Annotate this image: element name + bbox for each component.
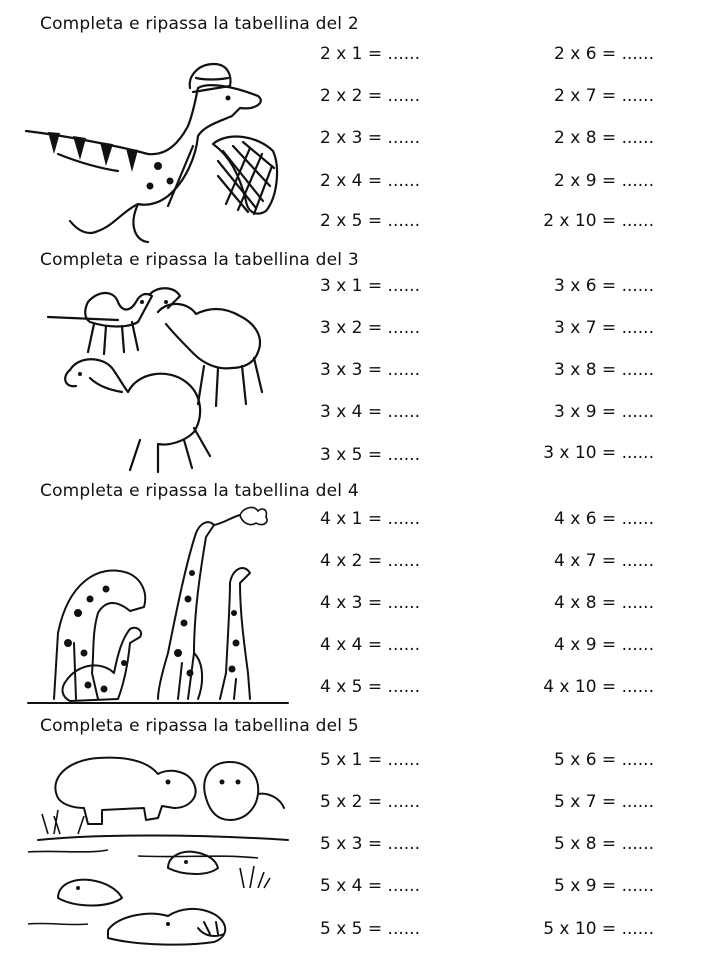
equation: 4 x 7 = ...... — [554, 551, 654, 571]
giraffes-illustration — [18, 503, 298, 713]
section-title: Completa e ripassa la tabellina del 4 — [40, 481, 359, 501]
section-table-4 — [0, 481, 720, 716]
equation: 5 x 8 = ...... — [554, 834, 654, 854]
equation: 4 x 9 = ...... — [554, 635, 654, 655]
equation: 3 x 7 = ...... — [554, 318, 654, 338]
equation: 3 x 4 = ...... — [320, 402, 420, 422]
equation: 5 x 2 = ...... — [320, 792, 420, 812]
equation: 2 x 5 = ...... — [320, 211, 420, 231]
equation: 3 x 2 = ...... — [320, 318, 420, 338]
section-title: Completa e ripassa la tabellina del 3 — [40, 250, 359, 270]
camels-illustration — [18, 272, 298, 482]
equation: 5 x 6 = ...... — [554, 750, 654, 770]
equation: 2 x 6 = ...... — [554, 44, 654, 64]
equation: 3 x 10 = ...... — [543, 443, 654, 463]
equation: 3 x 6 = ...... — [554, 276, 654, 296]
equation: 2 x 1 = ...... — [320, 44, 420, 64]
equation: 4 x 5 = ...... — [320, 677, 420, 697]
equation: 4 x 6 = ...... — [554, 509, 654, 529]
equation: 2 x 4 = ...... — [320, 171, 420, 191]
equation: 2 x 3 = ...... — [320, 128, 420, 148]
equation: 4 x 3 = ...... — [320, 593, 420, 613]
equation: 3 x 9 = ...... — [554, 402, 654, 422]
dinosaur-illustration — [18, 36, 298, 246]
equation: 3 x 3 = ...... — [320, 360, 420, 380]
equation: 5 x 5 = ...... — [320, 919, 420, 939]
section-title: Completa e ripassa la tabellina del 2 — [40, 14, 359, 34]
equation: 4 x 1 = ...... — [320, 509, 420, 529]
hippos-illustration — [18, 738, 298, 948]
equation: 3 x 1 = ...... — [320, 276, 420, 296]
equation: 5 x 10 = ...... — [543, 919, 654, 939]
equation: 5 x 4 = ...... — [320, 876, 420, 896]
section-title: Completa e ripassa la tabellina del 5 — [40, 716, 359, 736]
equation: 5 x 1 = ...... — [320, 750, 420, 770]
equation: 4 x 2 = ...... — [320, 551, 420, 571]
equation: 4 x 8 = ...... — [554, 593, 654, 613]
equation: 2 x 2 = ...... — [320, 86, 420, 106]
section-table-3 — [0, 250, 720, 485]
equation: 2 x 7 = ...... — [554, 86, 654, 106]
equation: 2 x 9 = ...... — [554, 171, 654, 191]
equation: 4 x 4 = ...... — [320, 635, 420, 655]
section-table-5 — [0, 716, 720, 951]
equation: 2 x 8 = ...... — [554, 128, 654, 148]
equation: 5 x 3 = ...... — [320, 834, 420, 854]
equation: 5 x 7 = ...... — [554, 792, 654, 812]
equation: 5 x 9 = ...... — [554, 876, 654, 896]
equation: 3 x 5 = ...... — [320, 445, 420, 465]
equation: 3 x 8 = ...... — [554, 360, 654, 380]
section-table-2 — [0, 14, 720, 249]
equation: 4 x 10 = ...... — [543, 677, 654, 697]
equation: 2 x 10 = ...... — [543, 211, 654, 231]
